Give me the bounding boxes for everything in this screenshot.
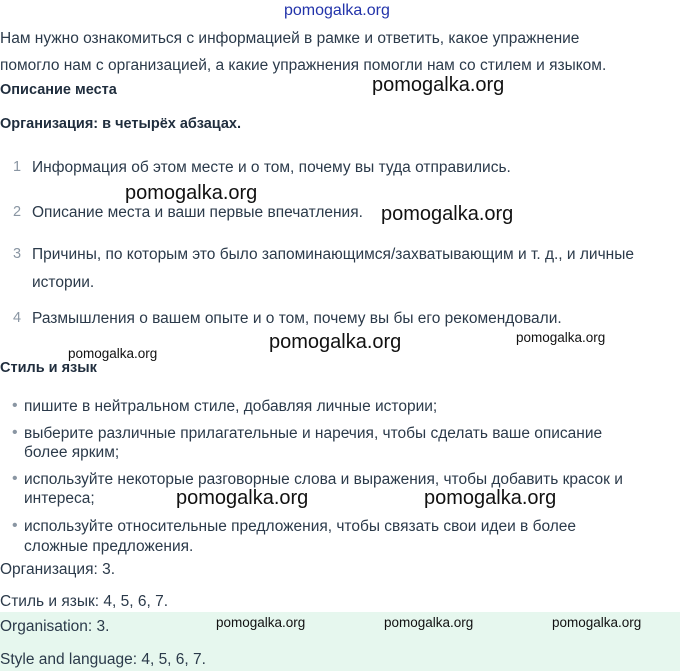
watermark: pomogalka.org [516,330,606,345]
watermark: pomogalka.org [381,203,514,225]
list-item-continuation: истории. [32,274,95,291]
list-number: 2 [13,204,22,220]
list-item: Причины, по которым это было запоминающимся/захватывающим и т. д., и личные [32,246,634,263]
watermark: pomogalka.org [125,182,258,204]
list-number: 1 [13,159,22,175]
bullet-icon: • [12,470,18,487]
list-number: 3 [13,246,22,262]
intro-line-1: Нам нужно ознакомиться с информацией в рамке и ответить, какое упражнение [0,30,580,47]
bullet-icon: • [12,424,18,441]
watermark: pomogalka.org [176,487,309,509]
list-item: пишите в нейтральном стиле, добавляя личные истории; [24,398,438,415]
list-number: 4 [13,310,22,326]
bullet-icon: • [12,517,18,534]
heading-style: Стиль и язык [0,360,97,376]
watermark: pomogalka.org [372,74,505,96]
bullet-icon: • [12,397,18,414]
watermark-top: pomogalka.org [284,2,390,19]
list-item-continuation: интереса; [24,490,95,507]
watermark: pomogalka.org [269,331,402,353]
list-item: Размышления о вашем опыте и о том, почему вы бы его рекомендовали. [32,310,562,327]
watermark: pomogalka.org [424,487,557,509]
list-item: Описание места и ваши первые впечатления. [32,204,363,221]
list-item: Информация об этом месте и о том, почему вы туда отправились. [32,159,511,176]
answer-ru-style: Стиль и язык: 4, 5, 6, 7. [0,593,169,610]
intro-line-2: помогло нам с организацией, а какие упражнения помогли нам со стилем и языком. [0,57,607,74]
watermark: pomogalka.org [552,615,642,630]
heading-place: Описание места [0,82,117,98]
list-item-continuation: сложные предложения. [24,538,194,555]
list-item: используйте некоторые разговорные слова и выражения, чтобы добавить красок и [24,471,623,488]
watermark: pomogalka.org [216,615,306,630]
answer-en-organisation: Organisation: 3. [0,618,110,635]
watermark: pomogalka.org [384,615,474,630]
list-item: используйте относительные предложения, чтобы связать свои идеи в более [24,518,577,535]
list-item: выберите различные прилагательные и наречия, чтобы сделать ваше описание [24,425,603,442]
answer-ru-organisation: Организация: 3. [0,561,116,578]
list-item-continuation: более ярким; [24,444,120,461]
heading-organisation: Организация: в четырёх абзацах. [0,116,242,132]
answer-en-style: Style and language: 4, 5, 6, 7. [0,651,206,668]
watermark: pomogalka.org [68,346,158,361]
